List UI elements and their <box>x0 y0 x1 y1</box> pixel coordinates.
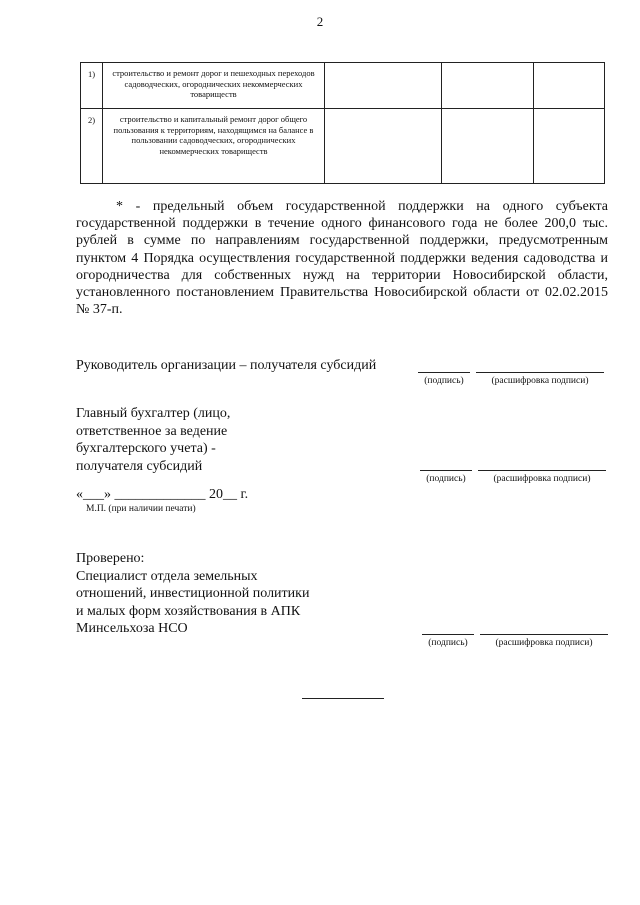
table-cell <box>534 109 605 184</box>
verified-line: отношений, инвестиционной политики <box>76 586 310 601</box>
date-line: «___» _____________ 20__ г. <box>76 487 249 502</box>
table-cell <box>325 109 442 184</box>
head-signature-caption: (подпись) <box>424 376 464 386</box>
accountant-signature-label <box>76 405 230 475</box>
accountant-name-line <box>478 470 606 471</box>
table-cell <box>442 109 534 184</box>
row-number: 1) <box>81 63 103 109</box>
accountant-label-line: бухгалтерского учета) - <box>76 441 216 456</box>
verified-name-caption: (расшифровка подписи) <box>495 638 593 648</box>
row-text: строительство и ремонт дорог и пешеходных переходов садоводческих, огороднических некоммерческих товариществ <box>103 63 325 109</box>
verified-line: и малых форм хозяйствования в АПК <box>76 603 301 619</box>
verified-signature-caption: (подпись) <box>428 638 468 648</box>
accountant-signature-line <box>420 470 472 471</box>
head-signature-line <box>418 372 470 373</box>
subsidy-directions-table <box>80 62 605 184</box>
accountant-signature-caption: (подпись) <box>426 474 466 484</box>
accountant-label-line: получателя субсидий <box>76 458 203 474</box>
end-divider <box>302 698 384 699</box>
verified-line: Минсельхоза НСО <box>76 621 188 636</box>
table-cell <box>534 63 605 109</box>
verified-name-line <box>480 634 608 635</box>
verified-title: Проверено: <box>76 551 145 566</box>
head-name-line <box>476 372 604 373</box>
head-name-caption: (расшифровка подписи) <box>491 376 589 386</box>
head-signature-label: Руководитель организации – получателя субсидий <box>76 358 377 373</box>
accountant-label-line: Главный бухгалтер (лицо, <box>76 406 231 421</box>
accountant-label-line: ответственное за ведение <box>76 423 228 439</box>
verified-signature-line <box>422 634 474 635</box>
table-row <box>81 109 605 184</box>
table-cell <box>442 63 534 109</box>
row-text: строительство и капитальный ремонт дорог общего пользования к территориям, находящимся на балансе в пользовании садоводческих, огороднических некоммерческих товариществ <box>103 109 325 184</box>
row-number: 2) <box>81 109 103 184</box>
table-row <box>81 63 605 109</box>
page-number: 2 <box>316 14 324 29</box>
accountant-name-caption: (расшифровка подписи) <box>493 474 591 484</box>
verified-block <box>76 550 309 638</box>
table-cell <box>325 63 442 109</box>
stamp-caption: М.П. (при наличии печати) <box>86 504 196 514</box>
footnote: * - предельный объем государственной поддержки на одного субъекта государственной поддержки в течение одного финансового года не более 200,0 тыс. рублей в сумме по направлениям государственной поддержки, предусмотренным пунктом 4 Порядка осуществления государственной поддержки ведения садоводства и огородничества для собственных нужд на территории Новосибирской области, установленного постановлением Правительства Новосибирской области от 02.02.2015 № 37-п. <box>76 199 608 318</box>
verified-line: Специалист отдела земельных <box>76 568 258 584</box>
